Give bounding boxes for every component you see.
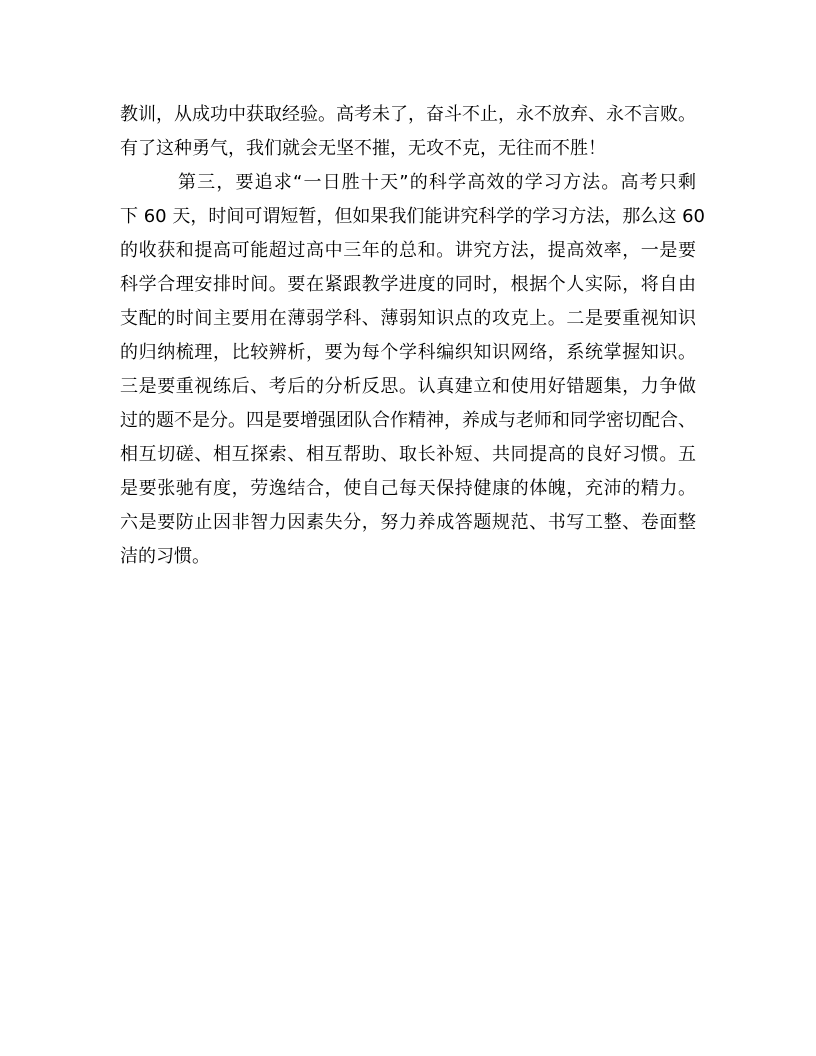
paragraph-line: 教训，从成功中获取经验。高考未了，奋斗不止，永不放弃、永不言败。 xyxy=(120,104,696,125)
paragraph-line: 第三，要追求“一日胜十天”的科学高效的学习方法。高考只剩 xyxy=(178,172,696,193)
paragraph-line: 有了这种勇气，我们就会无坚不摧，无攻不克，无往而不胜！ xyxy=(120,138,606,159)
paragraph-line: 洁的习惯。 xyxy=(120,546,210,567)
paragraph-line: 的归纳梳理，比较辨析，要为每个学科编织知识网络，系统掌握知识。 xyxy=(120,342,696,363)
paragraph-line: 过的题不是分。四是要增强团队合作精神，养成与老师和同学密切配合、 xyxy=(120,410,696,431)
paragraph-line: 的收获和提高可能超过高中三年的总和。讲究方法，提高效率，一是要 xyxy=(120,240,696,261)
paragraph-line: 支配的时间主要用在薄弱学科、薄弱知识点的攻克上。二是要重视知识 xyxy=(120,308,696,329)
paragraph-line: 相互切磋、相互探索、相互帮助、取长补短、共同提高的良好习惯。五 xyxy=(120,444,696,465)
body-text xyxy=(120,98,705,574)
paragraph-line: 六是要防止因非智力因素失分，努力养成答题规范、书写工整、卷面整 xyxy=(120,512,696,533)
paragraph-line: 三是要重视练后、考后的分析反思。认真建立和使用好错题集，力争做 xyxy=(120,376,696,397)
paragraph-line: 是要张驰有度，劳逸结合，使自己每天保持健康的体魄，充沛的精力。 xyxy=(120,478,696,499)
paragraph-line: 科学合理安排时间。要在紧跟教学进度的同时，根据个人实际，将自由 xyxy=(120,274,696,295)
paragraph-line: 下 60 天，时间可谓短暂，但如果我们能讲究科学的学习方法，那么这 60 xyxy=(120,206,705,227)
